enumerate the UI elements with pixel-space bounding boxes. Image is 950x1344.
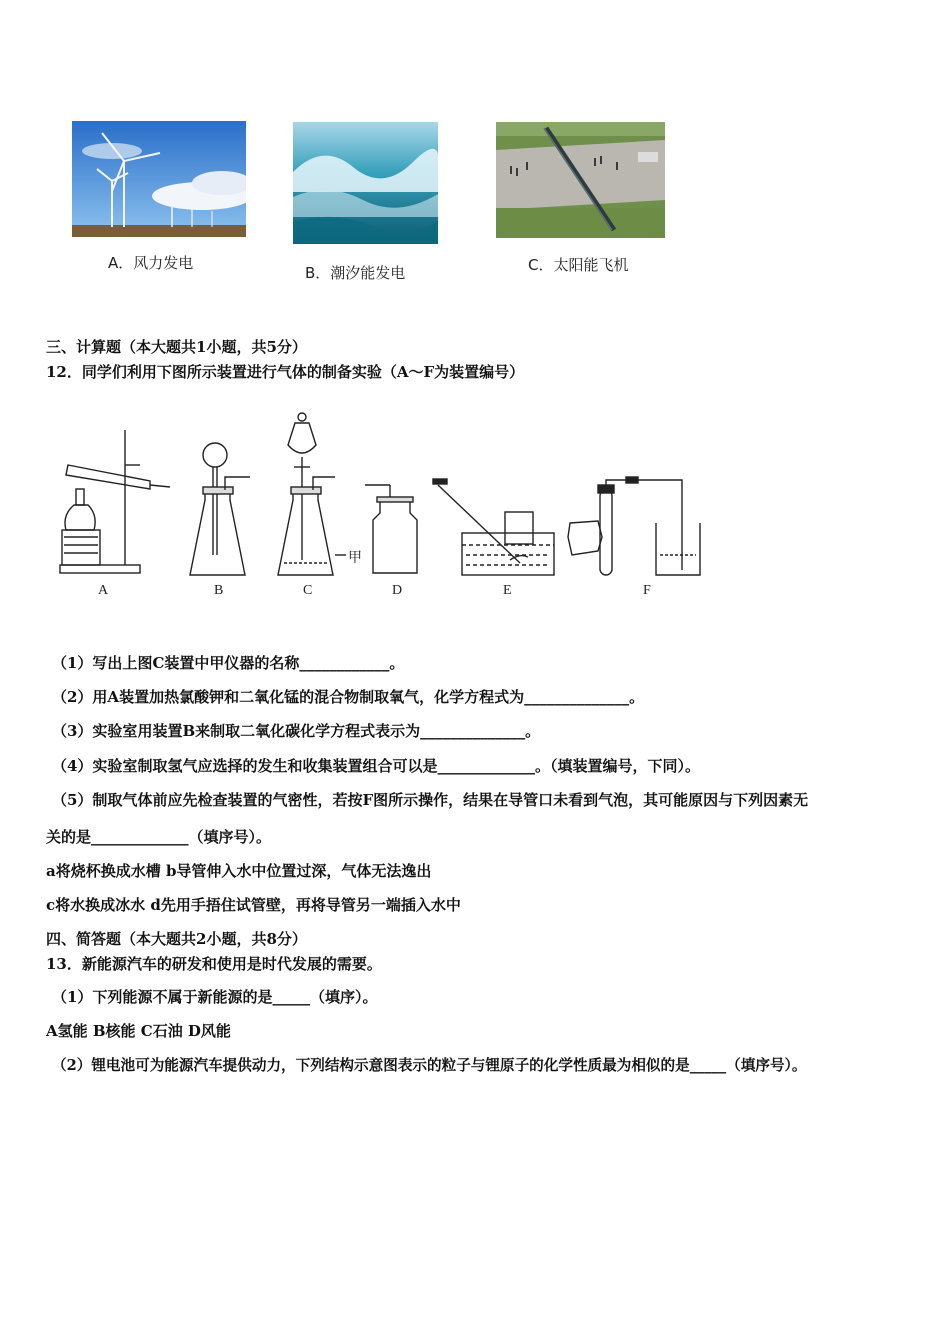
apparatus-diagram: [50, 405, 710, 598]
section-3-heading: 三、计算题（本大题共1小题，共5分）: [46, 338, 307, 356]
apparatus-f: [568, 477, 700, 575]
apparatus-c: [278, 413, 346, 575]
apparatus-b: [190, 443, 250, 575]
photo-caption-b: B．潮汐能发电: [305, 264, 406, 282]
q12-option-ab: a将烧杯换成水槽 b导管伸入水中位置过深，气体无法逸出: [46, 862, 432, 880]
apparatus-e: [433, 479, 554, 575]
apparatus-label-jia: 甲: [348, 551, 362, 566]
wind-turbine-photo: [72, 121, 246, 237]
apparatus-label-d: D: [392, 583, 403, 598]
section-4-heading: 四、简答题（本大题共2小题，共8分）: [46, 930, 307, 948]
q13-options: A氢能 B核能 C石油 D风能: [46, 1022, 231, 1040]
tidal-wave-photo: [293, 122, 438, 244]
apparatus-label-f: F: [643, 583, 651, 598]
apparatus-label-b: B: [214, 583, 224, 598]
apparatus-d: [365, 485, 417, 573]
q13-part-2: （2）锂电池可为能源汽车提供动力，下列结构示意图表示的粒子与锂原子的化学性质最为相似的是_____（填序号）。: [52, 1057, 807, 1074]
q12-part-4: （4）实验室制取氢气应选择的发生和收集装置组合可以是_____________。（填装置编号，下同）。: [52, 757, 700, 775]
q12-part-1: （1）写出上图C装置中甲仪器的名称____________。: [52, 654, 405, 672]
question-12-stem: 12．同学们利用下图所示装置进行气体的制备实验（A～F为装置编号）: [46, 363, 525, 381]
photo-caption-c: C．太阳能飞机: [528, 256, 629, 274]
q12-part-5: （5）制取气体前应先检查装置的气密性，若按F图所示操作，结果在导管口未看到气泡，其可能原因与下列因素无: [52, 791, 809, 809]
solar-plane-photo: [496, 122, 665, 238]
q12-option-cd: c将水换成冰水 d先用手捂住试管壁，再将导管另一端插入水中: [46, 896, 461, 914]
q12-part-3: （3）实验室用装置B来制取二氧化碳化学方程式表示为______________。: [52, 722, 541, 740]
q12-part-5-cont: 关的是_____________（填序号）。: [46, 828, 272, 846]
photo-caption-a: A．风力发电: [108, 254, 194, 272]
q13-part-1: （1）下列能源不属于新能源的是_____（填序）。: [52, 988, 378, 1006]
apparatus-label-e: E: [503, 583, 512, 598]
apparatus-a: [60, 430, 170, 573]
apparatus-label-c: C: [303, 583, 313, 598]
question-13-stem: 13．新能源汽车的研发和使用是时代发展的需要。: [46, 955, 382, 973]
apparatus-label-a: A: [98, 583, 109, 598]
q12-part-2: （2）用A装置加热氯酸钾和二氧化锰的混合物制取氧气，化学方程式为______________。: [52, 688, 645, 706]
